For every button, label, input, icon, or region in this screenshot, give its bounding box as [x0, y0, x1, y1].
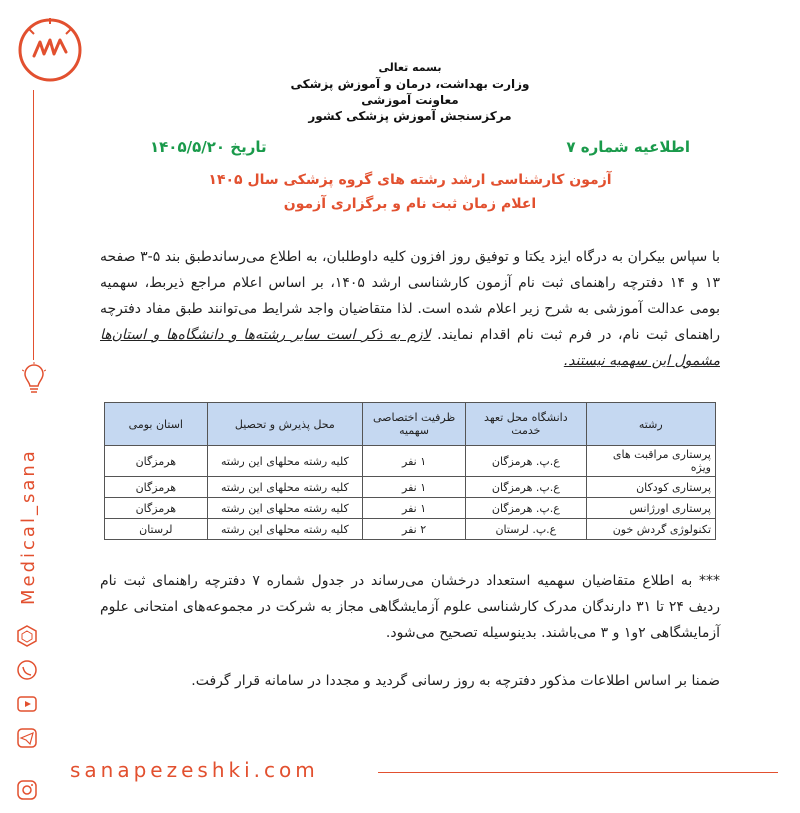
- website-link[interactable]: sanapezeshki.com: [70, 758, 319, 782]
- cell-province: هرمزگان: [105, 498, 208, 519]
- hexagon-icon[interactable]: [16, 625, 38, 647]
- cell-university: ع.پ. لرستان: [466, 519, 586, 540]
- notice-row: [100, 138, 720, 156]
- cell-admission: کلیه رشته محلهای این رشته: [207, 446, 362, 477]
- cell-field: پرستاری مراقبت های ویژه: [586, 446, 715, 477]
- cell-capacity: ۲ نفر: [363, 519, 466, 540]
- quota-table: [104, 402, 716, 540]
- brand-logo: [14, 14, 86, 86]
- table-row: [105, 519, 716, 540]
- header-line-2: وزارت بهداشت، درمان و آموزش پزشکی: [290, 77, 530, 91]
- notice-number: اطلاعیه شماره ۷: [566, 138, 690, 156]
- letterhead: [100, 60, 720, 124]
- announcement-document: [100, 60, 720, 694]
- cell-admission: کلیه رشته محلهای این رشته: [207, 498, 362, 519]
- cell-university: ع.پ. هرمزگان: [466, 477, 586, 498]
- cell-admission: کلیه رشته محلهای این رشته: [207, 477, 362, 498]
- body-paragraph-3: ضمنا بر اساس اطلاعات مذکور دفترچه به روز رسانی گردید و مجددا در سامانه قرار گرفت.: [191, 673, 720, 689]
- cell-field: پرستاری اورژانس: [586, 498, 715, 519]
- cell-university: ع.پ. هرمزگان: [466, 498, 586, 519]
- lightbulb-icon: [22, 362, 46, 398]
- cell-capacity: ۱ نفر: [363, 498, 466, 519]
- col-header-province: استان بومی: [105, 403, 208, 446]
- table-row: [105, 477, 716, 498]
- table-row: [105, 498, 716, 519]
- cell-field: پرستاری کودکان: [586, 477, 715, 498]
- col-header-capacity: ظرفیت اختصاصی سهمیه: [363, 403, 466, 446]
- exam-subtitle: اعلام زمان ثبت نام و برگزاری آزمون: [283, 196, 537, 212]
- exam-title: آزمون کارشناسی ارشد رشته های گروه پزشکی سال ۱۴۰۵: [208, 172, 612, 188]
- header-line-1: بسمه تعالی: [378, 61, 442, 74]
- svg-text:Medical_sana: Medical_sana: [18, 448, 39, 605]
- frame-line-left: [33, 90, 34, 360]
- cell-field: تکنولوژی گردش خون: [586, 519, 715, 540]
- table-row: [105, 446, 716, 477]
- side-handle: [10, 420, 46, 610]
- cell-province: هرمزگان: [105, 477, 208, 498]
- col-header-field: رشته: [586, 403, 715, 446]
- whatsapp-icon[interactable]: [16, 659, 38, 681]
- body-paragraph-1-text: با سپاس بیکران به درگاه ایزد یکتا و توفیق روز افزون کلیه داوطلبان، به اطلاع می‌رساندطبق بند ۵-۳ صفحه ۱۳ و ۱۴ دفترچه راهنمای ثبت نام آزمون کارشناسی ارشد ۱۴۰۵، بر اساس اعلام مراجع ذیربط، سهمیه بومی عدالت آموزشی به شرح زیر اعلام شده است. لذا متقاضیان واجد شرایط می‌توانند طبق مفاد دفترچه راهنمای ثبت نام، در فرم ثبت نام اقدام نمایند.: [100, 249, 720, 343]
- frame-line-bottom: [378, 772, 778, 773]
- cell-admission: کلیه رشته محلهای این رشته: [207, 519, 362, 540]
- body-paragraph-1-emphasis: لازم به ذکر است سایر رشته‌ها و دانشگاه‌ها و استان‌ها مشمول این سهمیه نیستند.: [100, 327, 720, 369]
- header-line-4: مرکزسنجش آموزش پزشکی کشور: [308, 109, 512, 123]
- body-paragraph-1: [100, 244, 720, 374]
- col-header-admission: محل پذیرش و تحصیل: [207, 403, 362, 446]
- cell-province: هرمزگان: [105, 446, 208, 477]
- video-icon[interactable]: [16, 693, 38, 715]
- instagram-icon[interactable]: [16, 779, 38, 801]
- notice-date: تاریخ ۱۴۰۵/۵/۲۰: [150, 138, 267, 156]
- body-paragraph-2: *** به اطلاع متقاضیان سهمیه استعداد درخشان می‌رساند در جدول شماره ۷ دفترچه راهنمای ثبت نام ردیف ۲۴ تا ۳۱ دارندگان مدرک کارشناسی علوم آزمایشگاهی مجاز به شرکت در مجموعه‌های امتحانی علوم آزمایشگاهی ۲و۱ و ۳ می‌باشند. بدینوسیله تصحیح می‌شود.: [100, 573, 720, 641]
- header-line-3: معاونت آموزشی: [361, 93, 459, 107]
- telegram-icon[interactable]: [16, 727, 38, 749]
- cell-capacity: ۱ نفر: [363, 477, 466, 498]
- social-icons: [16, 625, 42, 813]
- cell-province: لرستان: [105, 519, 208, 540]
- col-header-university: دانشگاه محل تعهد خدمت: [466, 403, 586, 446]
- cell-university: ع.پ. هرمزگان: [466, 446, 586, 477]
- table-header-row: [105, 403, 716, 446]
- cell-capacity: ۱ نفر: [363, 446, 466, 477]
